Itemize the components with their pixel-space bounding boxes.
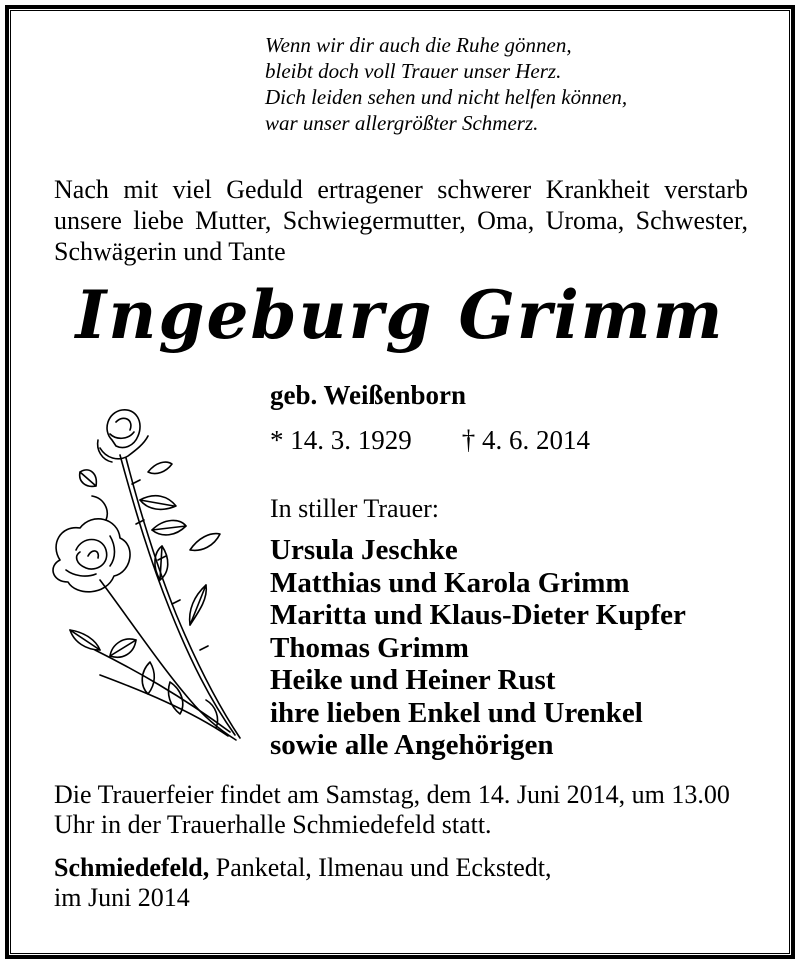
birth-name: geb. Weißenborn [270, 380, 467, 410]
mourner: Matthias und Karola Grimm [270, 566, 630, 599]
closing-date: im Juni 2014 [54, 883, 190, 912]
poem [265, 32, 627, 136]
other-places: Panketal, Ilmenau und Eckstedt, [209, 853, 552, 882]
birth-date: * 14. 3. 1929 [270, 425, 412, 455]
places-and-date [54, 853, 748, 913]
life-dates [270, 425, 590, 456]
poem-line: bleibt doch voll Trauer unser Herz. [265, 59, 562, 83]
mourner: sowie alle Angehörigen [270, 729, 554, 761]
funeral-info: Die Trauerfeier findet am Samstag, dem 14. Juni 2014, um 13.00 Uhr in der Trauerhalle Schmiedefeld statt. [54, 780, 730, 839]
mourner: Ursula Jeschke [270, 534, 458, 566]
mourner: Heike und Heiner Rust [270, 664, 556, 696]
mourning-label: In stiller Trauer: [270, 494, 439, 523]
poem-line: war unser allergrößter Schmerz. [265, 111, 539, 135]
rose-icon [40, 400, 255, 750]
mourner: ihre lieben Enkel und Urenkel [270, 696, 643, 729]
death-date: † 4. 6. 2014 [461, 425, 590, 455]
deceased-name: Ingeburg Grimm [75, 276, 725, 354]
intro-text: Nach mit viel Geduld ertragener schwerer Krankheit verstarb unsere liebe Mutter, Schwiegermutter, Oma, Uroma, Schwester, Schwägerin und Tante [54, 175, 748, 266]
primary-place: Schmiedefeld, [54, 853, 210, 882]
mourners-list [270, 534, 686, 762]
mourner: Thomas Grimm [270, 631, 469, 664]
poem-line: Wenn wir dir auch die Ruhe gönnen, [265, 33, 572, 57]
mourner: Maritta und Klaus-Dieter Kupfer [270, 599, 686, 631]
poem-line: Dich leiden sehen und nicht helfen können, [265, 85, 628, 109]
